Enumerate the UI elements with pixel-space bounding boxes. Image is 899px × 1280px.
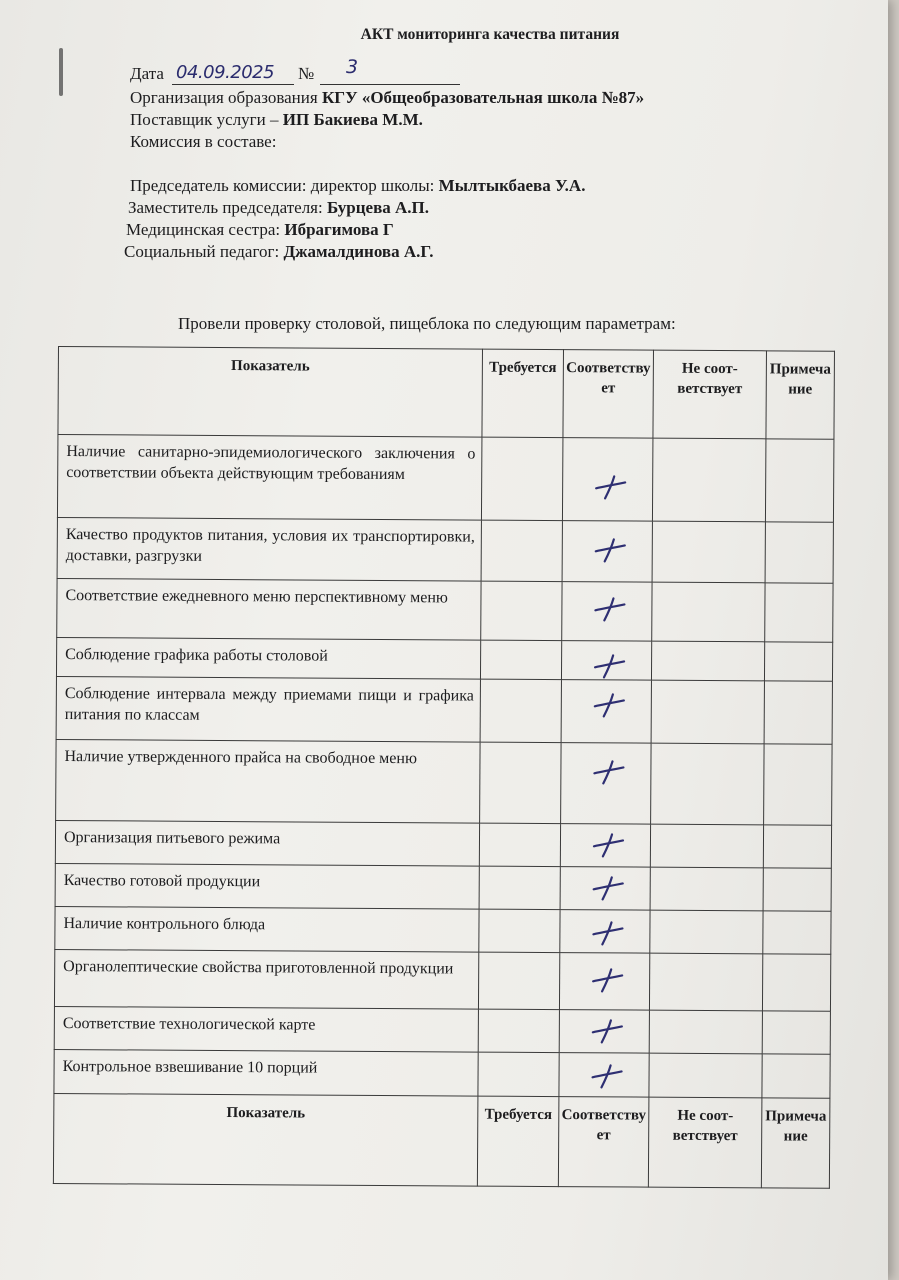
required-cell (481, 581, 562, 641)
table-row (54, 1049, 830, 1099)
complies-cell (562, 437, 653, 521)
required-cell (480, 742, 561, 824)
date-line (130, 64, 164, 84)
complies-cell (560, 824, 650, 867)
date-value: 04.09.2025 (176, 62, 275, 83)
number-underline (320, 84, 460, 85)
complies-cell (561, 679, 651, 743)
note-cell (763, 868, 831, 911)
note-cell (763, 825, 831, 868)
supplier-line (130, 110, 423, 130)
header-required: Требуется (477, 1096, 559, 1186)
note-cell (764, 681, 832, 745)
note-cell (765, 583, 833, 642)
indicator-cell: Наличие санитарно-эпидемиологического заключения о соответствии объекта действующим требованиям (57, 434, 482, 520)
indicator-cell: Наличие контрольного блюда (55, 906, 479, 951)
required-cell (480, 640, 561, 679)
member-social-pedagogue (124, 242, 434, 262)
note-cell (762, 1011, 830, 1054)
complies-cell (559, 1009, 649, 1052)
member-name: Джамалдинова А.Г. (283, 242, 434, 261)
table-header-row-repeat (53, 1094, 830, 1188)
table-row (57, 434, 833, 522)
note-cell (765, 438, 834, 522)
table-row (57, 518, 833, 584)
header-complies: Соответствует (563, 350, 654, 438)
number-value: 3 (346, 56, 359, 78)
handwritten-plus-mark (590, 967, 624, 993)
table-row (55, 821, 831, 869)
margin-mark (59, 48, 63, 96)
required-cell (480, 679, 561, 743)
table-row (54, 1006, 830, 1054)
not-complies-cell (652, 521, 765, 583)
inspection-table-wrapper (53, 346, 834, 1189)
not-complies-cell (651, 680, 764, 744)
not-complies-cell (652, 582, 765, 642)
required-cell (479, 909, 560, 952)
header-not-complies: Не соот-ветствует (648, 1097, 762, 1187)
complies-cell (560, 910, 650, 953)
document-title: АКТ мониторинга качества питания (360, 26, 620, 43)
table-header-row (58, 347, 835, 439)
table-row (56, 739, 832, 825)
not-complies-cell (652, 438, 766, 522)
header-note: Примечание (766, 351, 835, 439)
table-row (55, 864, 831, 912)
indicator-cell: Наличие утвержденного прайса на свободное меню (56, 739, 480, 823)
note-cell (763, 911, 831, 954)
required-cell (481, 437, 563, 521)
note-cell (765, 522, 833, 584)
header-not-complies: Не соот-ветствует (653, 350, 767, 438)
member-name: Бурцева А.П. (326, 198, 430, 217)
table-row (55, 906, 831, 954)
not-complies-cell (650, 910, 763, 953)
not-complies-cell (649, 1010, 762, 1053)
header-required: Требуется (482, 349, 564, 437)
complies-cell (559, 952, 649, 1010)
handwritten-plus-mark (591, 875, 625, 901)
handwritten-plus-mark (589, 1063, 623, 1089)
member-deputy (128, 198, 429, 218)
table-row (56, 638, 832, 681)
member-role: Заместитель председателя: (128, 198, 323, 217)
required-cell (478, 1052, 559, 1097)
organization-value: КГУ «Общеобразовательная школа №87» (321, 88, 645, 107)
not-complies-cell (649, 1053, 762, 1098)
required-cell (478, 1009, 559, 1052)
table-row (57, 579, 833, 643)
header-indicator: Показатель (58, 347, 483, 437)
note-cell (762, 954, 830, 1011)
complies-cell (561, 743, 651, 825)
not-complies-cell (650, 867, 763, 910)
note-cell (762, 1053, 830, 1098)
not-complies-cell (650, 825, 763, 868)
handwritten-plus-mark (592, 692, 626, 718)
member-name: Мылтыкбаева У.А. (438, 176, 586, 195)
supplier-value: ИП Бакиева М.М. (282, 110, 423, 129)
member-role: Председатель комиссии: директор школы: (130, 176, 435, 195)
header-indicator: Показатель (53, 1094, 478, 1186)
member-role: Социальный педагог: (124, 242, 280, 261)
organization-label: Организация образования (130, 88, 318, 107)
commission-label: Комиссия в составе: (130, 132, 277, 151)
handwritten-plus-mark (590, 920, 624, 946)
date-label: Дата (130, 64, 164, 83)
member-nurse (126, 220, 394, 240)
complies-cell (560, 867, 650, 910)
required-cell (479, 824, 560, 867)
handwritten-plus-mark (592, 653, 626, 679)
number-label: № (298, 64, 315, 83)
indicator-cell: Соблюдение графика работы столовой (56, 638, 480, 679)
member-role: Медицинская сестра: (126, 220, 281, 239)
organization-line (130, 88, 644, 108)
indicator-cell: Организация питьевого режима (55, 821, 479, 866)
complies-cell (562, 582, 652, 642)
supplier-label: Поставщик услуги – (130, 110, 279, 129)
required-cell (479, 866, 560, 909)
header-note: Примечание (761, 1098, 830, 1188)
member-chair (130, 176, 585, 196)
indicator-cell: Соблюдение интервала между приемами пищи и графика питания по классам (56, 676, 480, 742)
handwritten-plus-mark (593, 537, 627, 563)
date-underline (172, 84, 294, 85)
complies-cell (562, 521, 652, 583)
required-cell (478, 952, 559, 1010)
handwritten-plus-mark (591, 833, 625, 859)
not-complies-cell (651, 743, 764, 825)
note-cell (764, 744, 832, 826)
table-row (54, 949, 830, 1011)
indicator-cell: Качество готовой продукции (55, 864, 479, 909)
required-cell (481, 520, 562, 582)
handwritten-plus-mark (593, 474, 627, 500)
complies-cell (561, 641, 651, 680)
complies-cell (559, 1052, 649, 1097)
note-cell (764, 642, 832, 681)
not-complies-cell (651, 641, 764, 680)
table-row (56, 676, 832, 744)
indicator-cell: Соответствие ежедневного меню перспективному меню (57, 579, 481, 641)
indicator-cell: Качество продуктов питания, условия их транспортировки, доставки, разгрузки (57, 518, 481, 582)
handwritten-plus-mark (590, 1018, 624, 1044)
header-complies: Соответствует (558, 1097, 649, 1187)
handwritten-plus-mark (591, 759, 625, 785)
intro-text: Провели проверку столовой, пищеблока по следующим параметрам: (178, 314, 676, 333)
not-complies-cell (649, 953, 762, 1011)
indicator-cell: Соответствие технологической карте (54, 1006, 478, 1051)
member-name: Ибрагимова Г (284, 220, 394, 239)
indicator-cell: Органолептические свойства приготовленной продукции (54, 949, 478, 1009)
indicator-cell: Контрольное взвешивание 10 порций (54, 1049, 478, 1096)
handwritten-plus-mark (592, 596, 626, 622)
inspection-table (53, 346, 835, 1189)
